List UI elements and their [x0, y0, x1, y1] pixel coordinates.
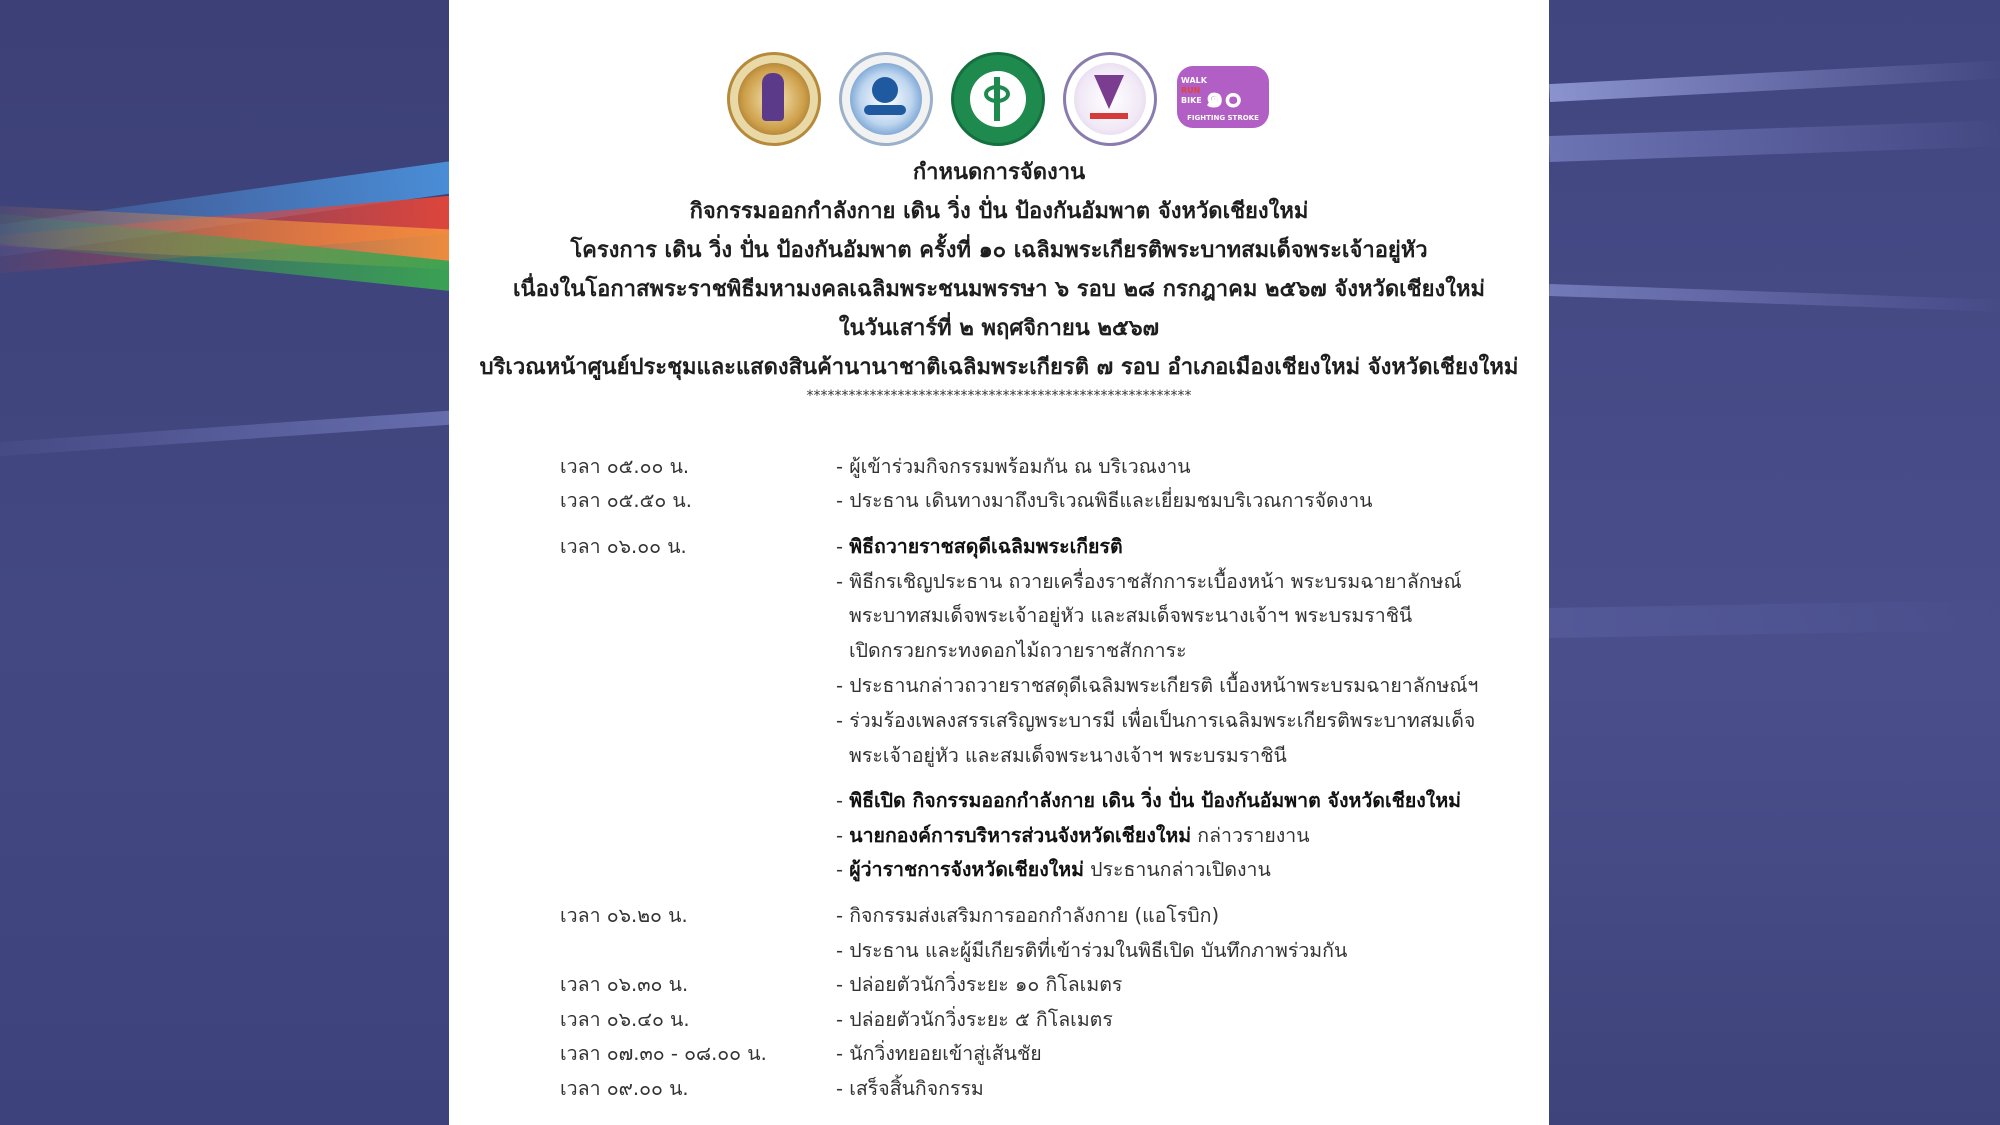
logo-number-text: ๑๐ — [1205, 80, 1243, 115]
ceremony-title-bold: พิธีถวายราชสดุดีเฉลิมพระเกียรติ — [849, 535, 1123, 558]
divider-stars: ******************************************************* — [806, 388, 1192, 404]
item-offering-line-3: เปิดกรวยกระทงดอกไม้ถวายราชสักการะ — [849, 639, 1187, 662]
schedule-document — [449, 0, 1549, 1125]
item-start-10km: - ปล่อยตัวนักวิ่งระยะ ๑๐ กิโลเมตร — [836, 973, 1123, 996]
background-right — [1549, 0, 2000, 1125]
logo-run-text: RUN — [1181, 86, 1201, 95]
walk-bike-fighting-stroke-logo — [1175, 52, 1271, 140]
logo-row — [449, 52, 1549, 146]
report-action: กล่าวรายงาน — [1191, 824, 1310, 847]
item-offering-line-2: พระบาทสมเด็จพระเจ้าอยู่หัว และสมเด็จพระนางเจ้าฯ พระบรมราชินี — [849, 604, 1413, 627]
item-tribute-speech: - ประธานกล่าวถวายราชสดุดีเฉลิมพระเกียรติ เบื้องหน้าพระบรมฉายาลักษณ์ฯ — [836, 674, 1479, 697]
item-chair-arrives: - ประธาน เดินทางมาถึงบริเวณพิธีและเยี่ยมชมบริเวณการจัดงาน — [836, 489, 1373, 512]
item-report: - นายกองค์การบริหารส่วนจังหวัดเชียงใหม่ กล่าวรายงาน — [836, 824, 1310, 847]
item-photo: - ประธาน และผู้มีเกียรติที่เข้าร่วมในพิธีเปิด บันทึกภาพร่วมกัน — [836, 939, 1348, 962]
time-0550: เวลา ๐๕.๕๐ น. — [560, 489, 692, 512]
logo-walk-text: WALK — [1181, 76, 1207, 85]
background-left — [0, 0, 449, 1125]
item-end: - เสร็จสิ้นกิจกรรม — [836, 1077, 984, 1100]
ministry-of-public-health-seal-icon — [951, 52, 1045, 146]
item-offering-line-1: - พิธีกรเชิญประธาน ถวายเครื่องราชสักการะเบื้องหน้า พระบรมฉายาลักษณ์ — [836, 570, 1462, 593]
heading-line-4: เนื่องในโอกาสพระราชพิธีมหามงคลเฉลิมพระชนมพรรษา ๖ รอบ ๒๘ กรกฎาคม ๒๕๖๗ จังหวัดเชียงใหม่ — [513, 277, 1485, 302]
time-0640: เวลา ๐๖.๔๐ น. — [560, 1008, 690, 1031]
document-heading — [449, 153, 1549, 387]
report-speaker-bold: นายกองค์การบริหารส่วนจังหวัดเชียงใหม่ — [849, 824, 1192, 847]
heading-line-2: กิจกรรมออกกำลังกาย เดิน วิ่ง ปั่น ป้องกันอัมพาต จังหวัดเชียงใหม่ — [689, 199, 1309, 224]
item-opening-ceremony: - พิธีเปิด กิจกรรมออกกำลังกาย เดิน วิ่ง ปั่น ป้องกันอัมพาต จังหวัดเชียงใหม่ — [836, 789, 1462, 812]
item-anthem-line-1: - ร่วมร้องเพลงสรรเสริญพระบารมี เพื่อเป็นการเฉลิมพระเกียรติพระบาทสมเด็จ — [836, 709, 1476, 732]
opening-ceremony-bold: พิธีเปิด กิจกรรมออกกำลังกาย เดิน วิ่ง ปั่น ป้องกันอัมพาต จังหวัดเชียงใหม่ — [849, 789, 1462, 812]
opening-speech-action: ประธานกล่าวเปิดงาน — [1083, 858, 1271, 881]
provincial-health-office-seal-icon — [1063, 52, 1157, 146]
provincial-admin-seal-icon — [839, 52, 933, 146]
heading-line-6: บริเวณหน้าศูนย์ประชุมและแสดงสินค้านานาชาติเฉลิมพระเกียรติ ๗ รอบ อำเภอเมืองเชียงใหม่ จังหวัดเชียงใหม่ — [479, 355, 1519, 380]
chiang-mai-province-seal-icon — [727, 52, 821, 146]
time-0900: เวลา ๐๙.๐๐ น. — [560, 1077, 689, 1100]
time-0730-0800: เวลา ๐๗.๓๐ - ๐๘.๐๐ น. — [560, 1042, 767, 1065]
time-0500: เวลา ๐๕.๐๐ น. — [560, 455, 690, 478]
heading-line-5: ในวันเสาร์ที่ ๒ พฤศจิกายน ๒๕๖๗ — [838, 316, 1160, 341]
time-0620: เวลา ๐๖.๒๐ น. — [560, 904, 688, 927]
item-anthem-line-2: พระเจ้าอยู่หัว และสมเด็จพระนางเจ้าฯ พระบรมราชินี — [849, 744, 1287, 767]
heading-line-1: กำหนดการจัดงาน — [912, 160, 1086, 185]
item-aerobics: - กิจกรรมส่งเสริมการออกกำลังกาย (แอโรบิก) — [836, 904, 1220, 927]
item-gather: - ผู้เข้าร่วมกิจกรรมพร้อมกัน ณ บริเวณงาน — [836, 455, 1191, 478]
item-ceremony-title: - พิธีถวายราชสดุดีเฉลิมพระเกียรติ — [836, 535, 1123, 558]
logo-fighting-stroke-text: FIGHTING STROKE — [1187, 114, 1259, 122]
time-0630: เวลา ๐๖.๓๐ น. — [560, 973, 689, 996]
time-0600: เวลา ๐๖.๐๐ น. — [560, 535, 687, 558]
governor-bold: ผู้ว่าราชการจังหวัดเชียงใหม่ — [849, 858, 1084, 881]
item-finish-line: - นักวิ่งทยอยเข้าสู่เส้นชัย — [836, 1042, 1042, 1065]
heading-line-3: โครงการ เดิน วิ่ง ปั่น ป้องกันอัมพาต ครั้งที่ ๑๐ เฉลิมพระเกียรติพระบาทสมเด็จพระเจ้าอยู่หัว — [570, 238, 1428, 263]
logo-bike-text: BIKE — [1181, 96, 1202, 105]
item-start-5km: - ปล่อยตัวนักวิ่งระยะ ๕ กิโลเมตร — [836, 1008, 1113, 1031]
item-opening-speech: - ผู้ว่าราชการจังหวัดเชียงใหม่ ประธานกล่าวเปิดงาน — [836, 858, 1271, 881]
